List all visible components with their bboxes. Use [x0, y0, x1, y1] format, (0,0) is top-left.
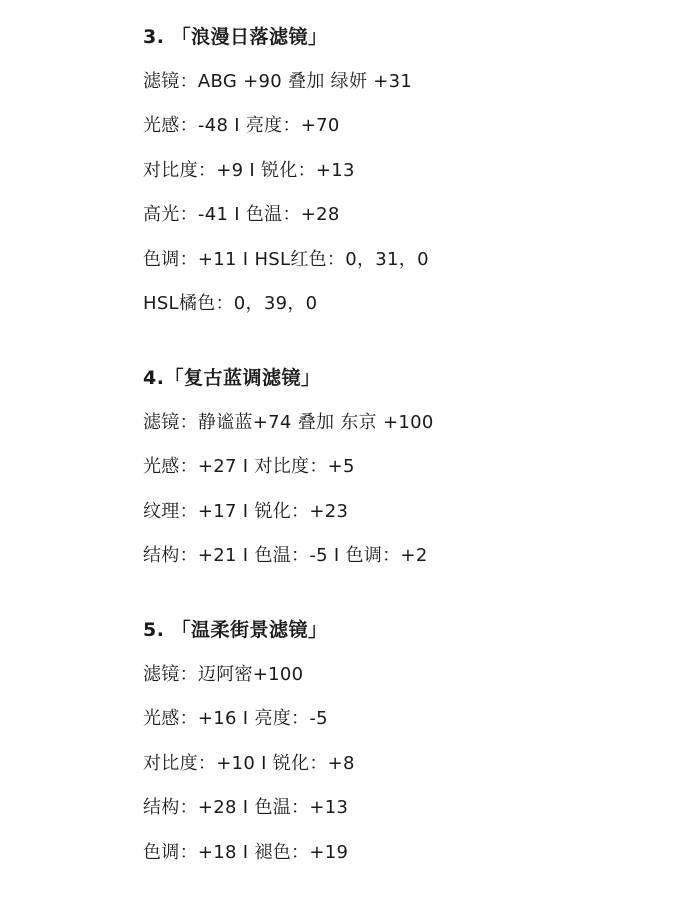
setting-line: 结构：+28 I 色温：+13: [143, 797, 349, 818]
filter-line: 滤镜：迈阿密+100: [143, 663, 304, 685]
setting-line: 结构：+21 I 色温：-5 I 色调：+2: [143, 545, 428, 566]
section-title: 4.「复古蓝调滤镜」: [143, 367, 321, 389]
section-gentle-street-filter: [143, 615, 673, 868]
setting-line: 纹理：+17 I 锐化：+23: [143, 500, 349, 522]
setting-line: 光感：+16 I 亮度：-5: [143, 708, 328, 729]
filter-recipe-document: [143, 22, 673, 882]
setting-line: 对比度：+10 I 锐化：+8: [143, 752, 355, 774]
section-title: 5. 「温柔街景滤镜」: [143, 619, 328, 641]
filter-line: 滤镜：ABG +90 叠加 绿妍 +31: [143, 70, 413, 92]
filter-line: 滤镜：静谧蓝+74 叠加 东京 +100: [143, 411, 434, 433]
setting-line: 光感：+27 I 对比度：+5: [143, 456, 355, 477]
section-title: 3. 「浪漫日落滤镜」: [143, 26, 328, 48]
section-romantic-sunset-filter: [143, 22, 673, 319]
setting-line: 对比度：+9 I 锐化：+13: [143, 159, 355, 181]
setting-line: 色调：+18 I 褪色：+19: [143, 841, 349, 863]
setting-line: 光感：-48 I 亮度：+70: [143, 115, 340, 136]
setting-line: HSL橘色：0，39，0: [143, 293, 318, 314]
setting-line: 高光：-41 I 色温：+28: [143, 204, 340, 225]
setting-line: 色调：+11 I HSL红色：0，31，0: [143, 248, 429, 270]
section-retro-blue-filter: [143, 363, 673, 571]
